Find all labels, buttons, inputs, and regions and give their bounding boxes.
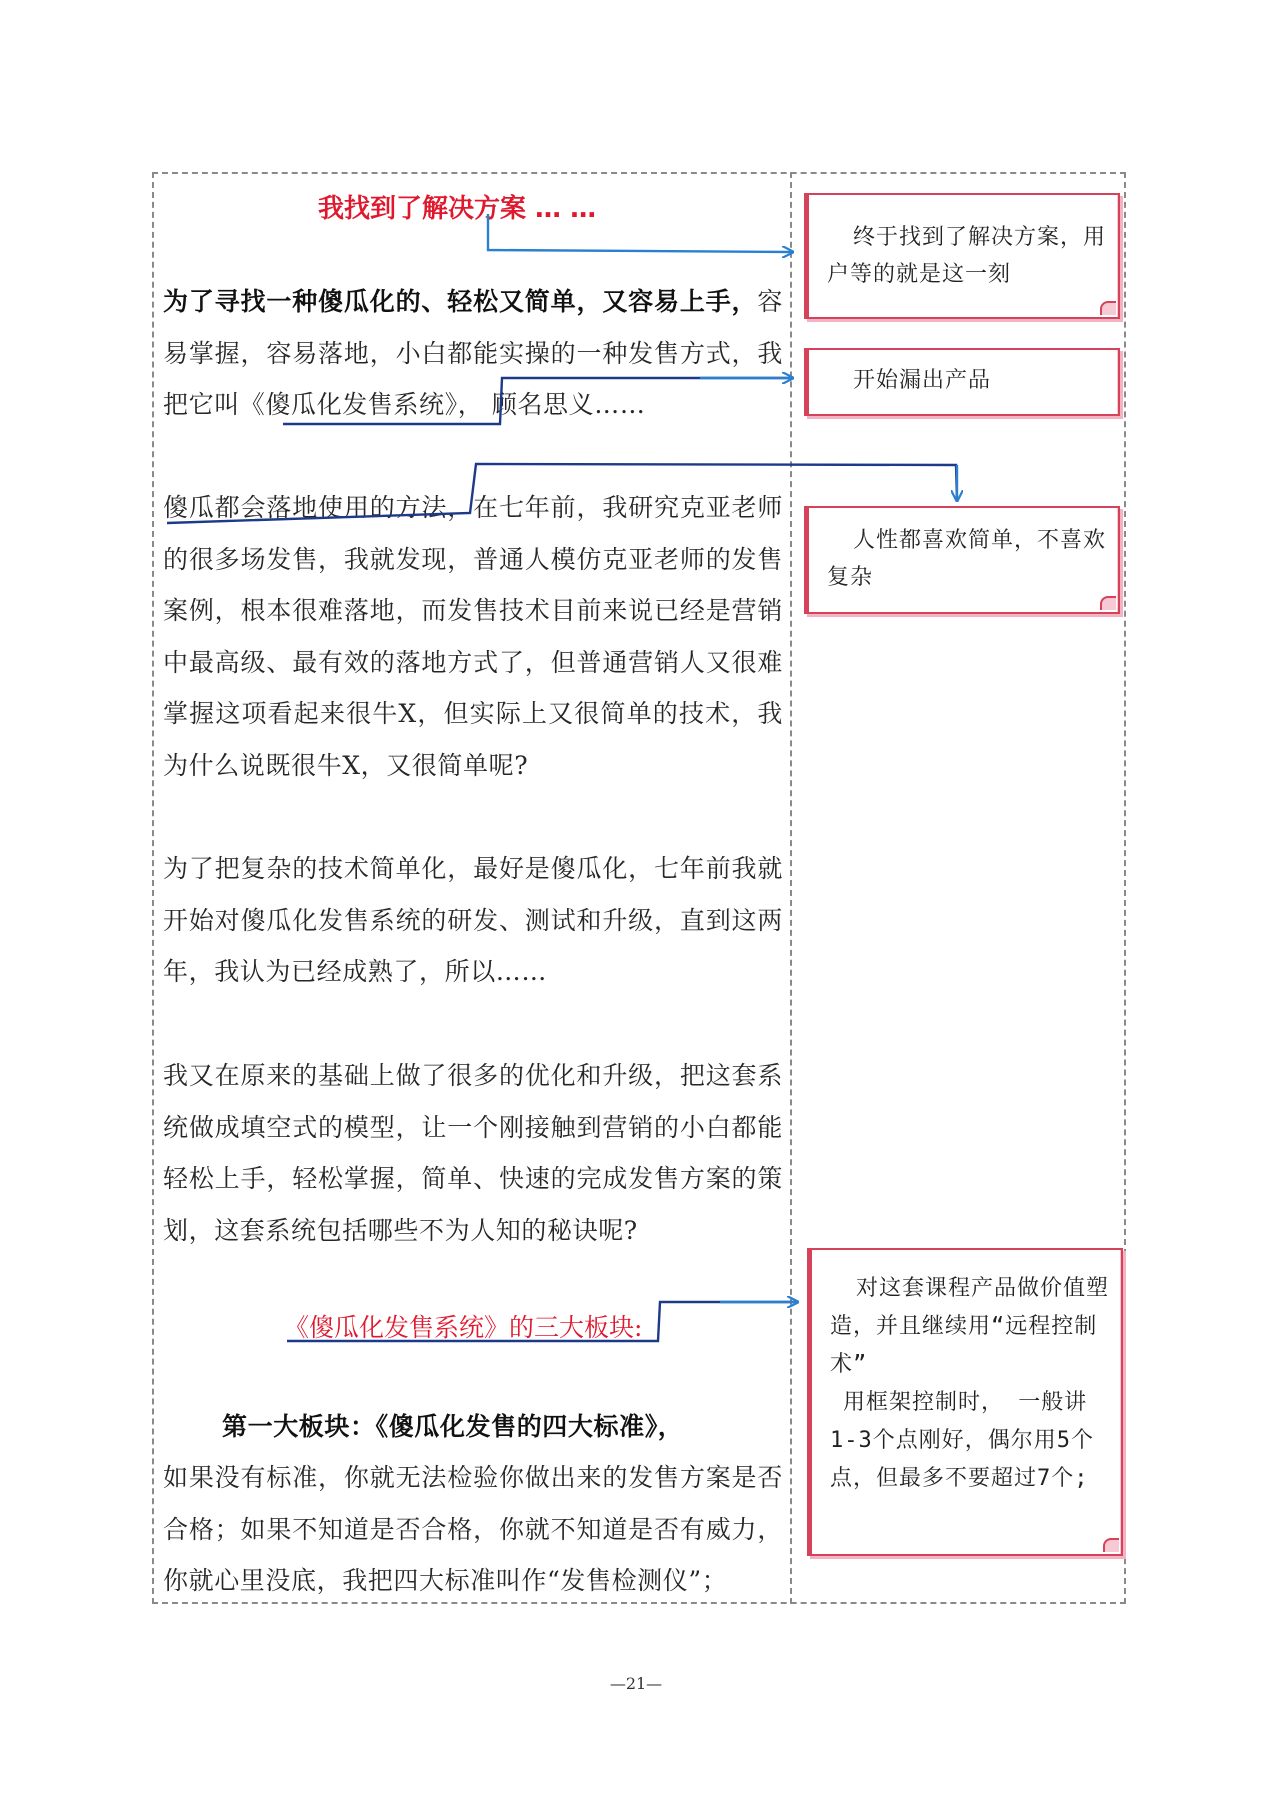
heading-three-modules: 《傻瓜化发售系统》的三大板块: xyxy=(284,1313,643,1342)
paragraph-3: 为了把复杂的技术简单化，最好是傻瓜化，七年前我就开始对傻瓜化发售系统的研发、测试和升级，直到这两年，我认为已经成熟了，所以…… xyxy=(163,854,783,986)
paragraph-2: 傻瓜都会落地使用的方法，在七年前，我研究克亚老师的很多场发售，我就发现，普通人模仿克亚老师的发售案例，根本很难落地，而发售技术目前来说已经是营销中最高级、最有效的落地方式了，但普通营销人又很难掌握这项看起来很牛X，但实际上又很简单的技术，我为什么说既很牛X，又很简单呢? xyxy=(163,493,783,780)
note-simplicity-text: 人性都喜欢简单，不喜欢复杂 xyxy=(827,528,1107,590)
page-number: —21— xyxy=(609,1674,663,1693)
underline-three-modules xyxy=(287,1302,795,1341)
section-1-title-text: 第一大板块：《傻瓜化发售的四大标准》， xyxy=(222,1412,684,1441)
underline-system-name xyxy=(283,378,792,424)
heading-solution-found: 我找到了解决方案 … … xyxy=(318,194,597,224)
paragraph-1-text: 容易掌握，容易落地，小白都能实操的一种发售方式，我把它叫《傻瓜化发售系统》， 顾名思义…… xyxy=(163,287,783,419)
paragraph-1-bold: 为了寻找一种傻瓜化的、轻松又简单，又容易上手， xyxy=(163,287,758,316)
paragraph-5: 如果没有标准，你就无法检验你做出来的发售方案是否合格；如果不知道是否合格，你就不知道是否有威力，你就心里没底，我把四大标准叫作“发售检测仪”； xyxy=(163,1463,783,1595)
underline-method xyxy=(167,464,957,523)
note-value-shaping-text-1: 对这套课程产品做价值塑造，并且继续用“远程控制术” xyxy=(830,1276,1110,1377)
note-value-shaping-text-2: 用框架控制时， 一般讲1-3个点刚好，偶尔用5个点，但最多不要超过7个; xyxy=(830,1390,1094,1491)
note-product-reveal-text: 开始漏出产品 xyxy=(853,368,992,393)
paragraph-4: 我又在原来的基础上做了很多的优化和升级，把这套系统做成填空式的模型，让一个刚接触到营销的小白都能轻松上手，轻松掌握，简单、快速的完成发售方案的策划，这套系统包括哪些不为人知的秘诀呢? xyxy=(163,1061,783,1245)
arrow-to-note-solution xyxy=(488,214,792,252)
note-solution-text: 终于找到了解决方案，用户等的就是这一刻 xyxy=(827,225,1107,287)
